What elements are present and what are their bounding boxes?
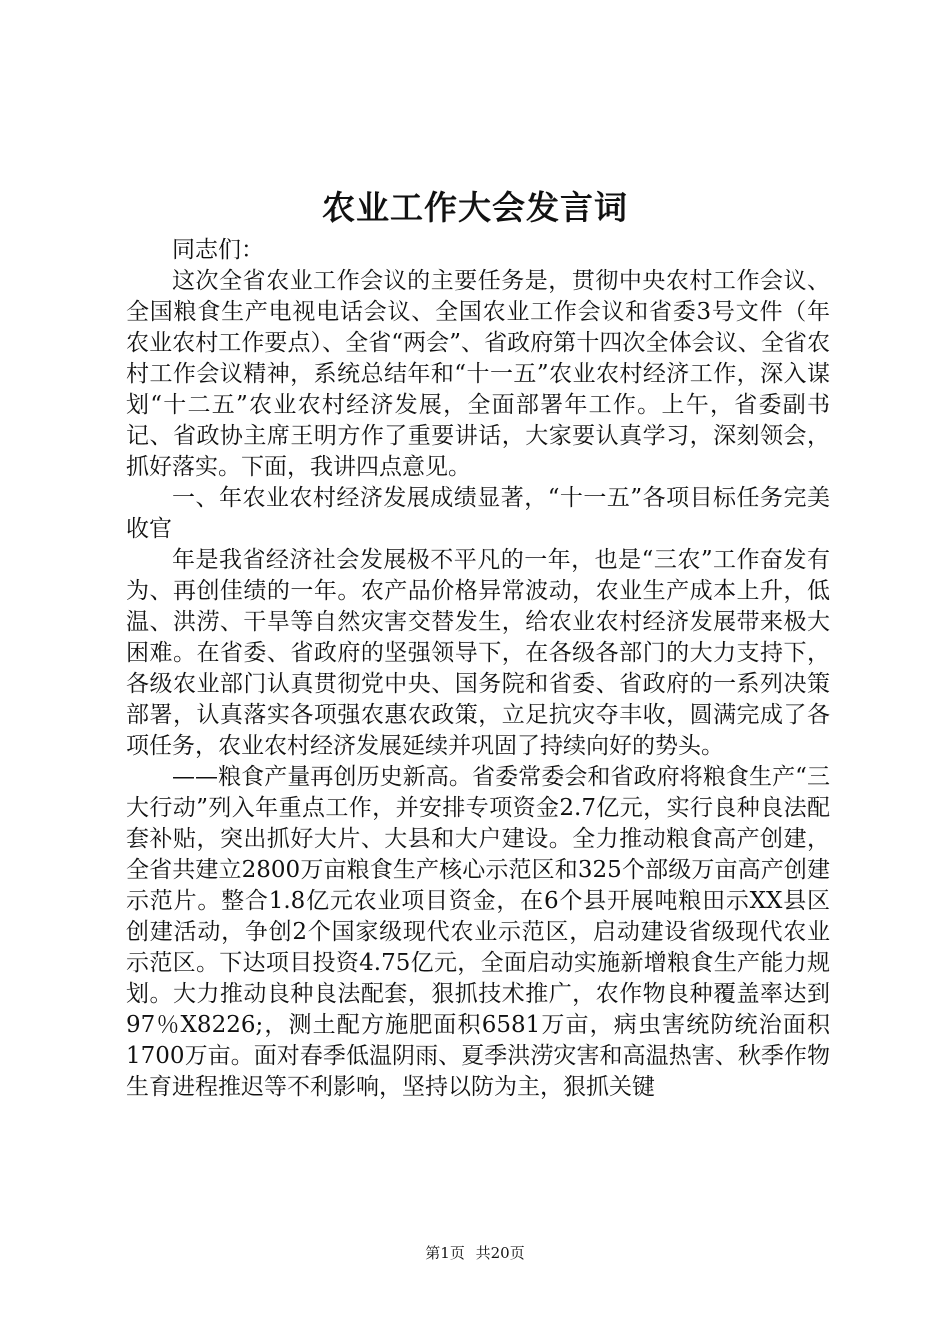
section-heading-1: 一、年农业农村经济发展成绩显著，“十一五”各项目标任务完美收官 — [126, 485, 830, 542]
paragraph-overview: 年是我省经济社会发展极不平凡的一年，也是“三农”工作奋发有为、再创佳绩的一年。农产品价格异常波动，农业生产成本上升，低温、洪涝、干旱等自然灾害交替发生，给农业农村经济发展带来极大困难。在省委、省政府的坚强领导下，在各级各部门的大力支持下，各级农业部门认真贯彻党中央、国务院和省委、省政府的一系列决策部署，认真落实各项强农惠农政策，立足抗灾夺丰收，圆满完成了各项任务，农业农村经济发展延续并巩固了持续向好的势头。 — [126, 547, 830, 759]
page-total: 共20页 — [475, 1244, 525, 1262]
page-footer — [0, 1243, 950, 1263]
salutation: 同志们： — [172, 237, 264, 263]
paragraph-grain-output: ——粮食产量再创历史新高。省委常委会和省政府将粮食生产“三大行动”列入年重点工作，并安排专项资金2.7亿元，实行良种良法配套补贴，突出抓好大片、大县和大户建设。全力推动粮食高产创建，全省共建立2800万亩粮食生产核心示范区和325个部级万亩高产创建示范片。整合1.8亿元农业项目资金，在6个县开展吨粮田示XX县区创建活动，争创2个国家级现代农业示范区，启动建设省级现代农业示范区。下达项目投资4.75亿元，全面启动实施新增粮食生产能力规划。大力推动良种良法配套，狠抓技术推广，农作物良种覆盖率达到97％X8226;，测土配方施肥面积6581万亩，病虫害统防统治面积1700万亩。面对春季低温阴雨、夏季洪涝灾害和高温热害、秋季作物生育进程推迟等不利影响，坚持以防为主，狠抓关键 — [126, 764, 830, 1100]
document-title: 农业工作大会发言词 — [322, 188, 628, 227]
paragraph-intro: 这次全省农业工作会议的主要任务是，贯彻中央农村工作会议、全国粮食生产电视电话会议、全国农业工作会议和省委3号文件（年农业农村工作要点）、全省“两会”、省政府第十四次全体会议、全省农村工作会议精神，系统总结年和“十一五”农业农村经济工作，深入谋划“十二五”农业农村经济发展，全面部署年工作。上午，省委副书记、省政协主席王明方作了重要讲话，大家要认真学习，深刻领会，抓好落实。下面，我讲四点意见。 — [126, 268, 830, 480]
page-number: 第1页 — [425, 1244, 465, 1262]
document-body — [126, 235, 830, 1103]
